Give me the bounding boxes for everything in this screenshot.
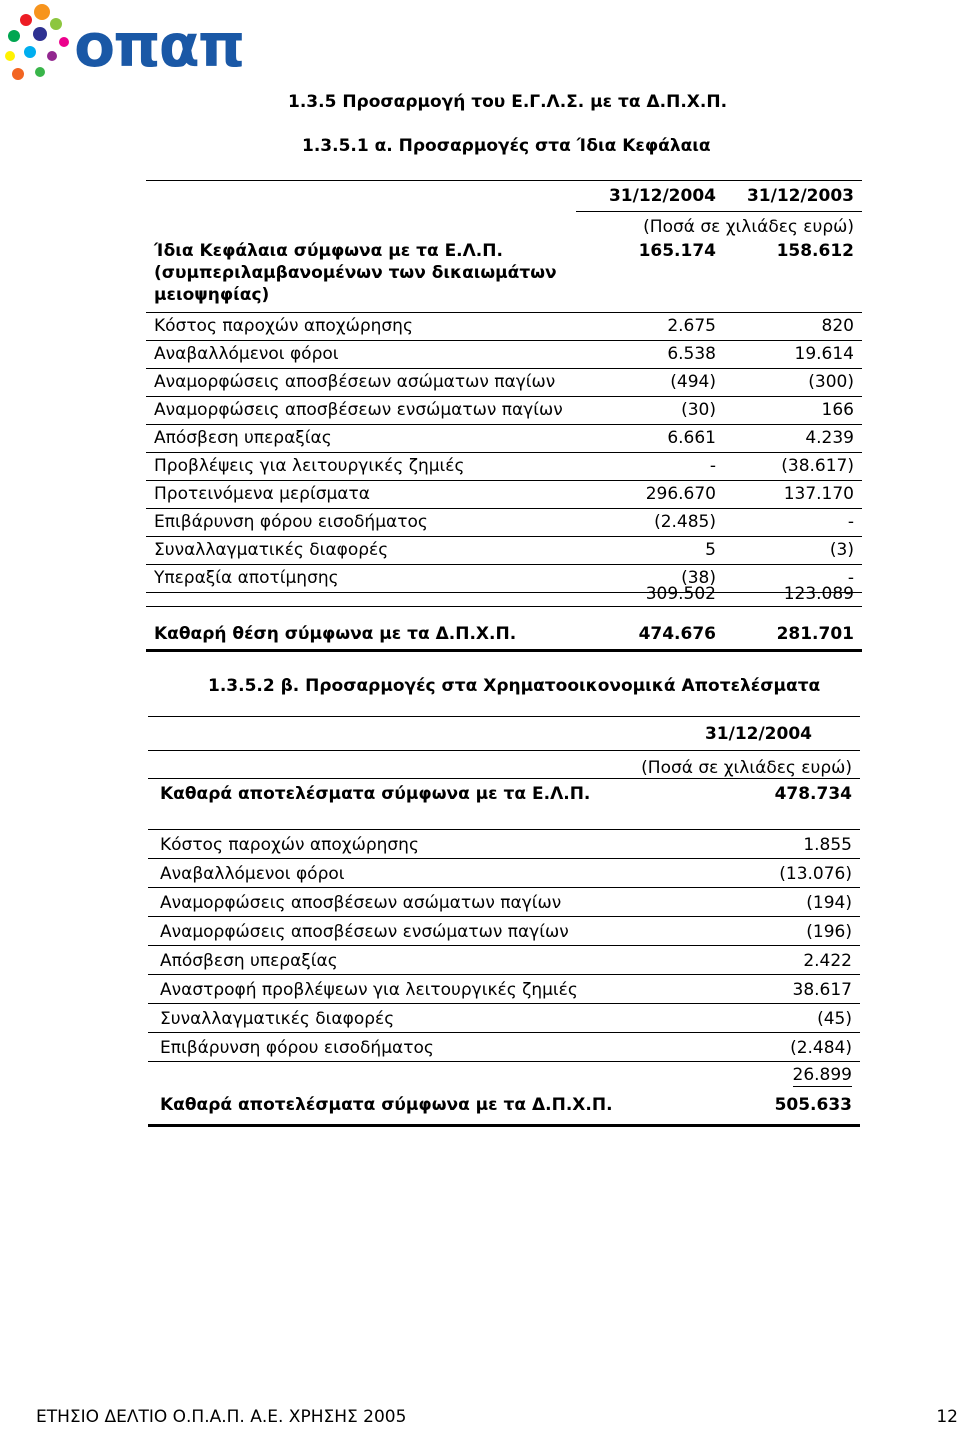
results-subtotal-v: 26.899 — [792, 1065, 852, 1085]
results-total-label: Καθαρά αποτελέσματα σύμφωνα με τα Δ.Π.Χ.Π. — [160, 1095, 613, 1115]
logo-dots-icon — [0, 0, 80, 95]
table-row — [146, 508, 862, 536]
row-label: Κόστος παροχών αποχώρησης — [160, 835, 419, 855]
row-v2: 4.239 — [805, 428, 854, 448]
results-header-row — [148, 720, 860, 748]
results-total-v: 505.633 — [774, 1095, 852, 1115]
row-v1: 5 — [705, 540, 716, 560]
opening-v2: 158.612 — [776, 241, 854, 261]
row-v2: (300) — [808, 372, 854, 392]
table-row — [146, 480, 862, 508]
row-v1: 296.670 — [645, 484, 716, 504]
opening-label-3: μειοψηφίας) — [154, 285, 270, 305]
row-value: (2.484) — [790, 1038, 852, 1058]
subtotal-v2: 123.089 — [783, 584, 854, 604]
row-label: Συναλλαγματικές διαφορές — [160, 1009, 395, 1029]
row-label: Αναστροφή προβλέψεων για λειτουργικές ζημιές — [160, 980, 578, 1000]
opap-logo — [0, 0, 244, 95]
row-v2: - — [847, 568, 854, 588]
results-total-row — [148, 1091, 860, 1119]
opening-label-2: (συμπεριλαμβανομένων των δικαιωμάτων — [154, 263, 557, 283]
row-v1: - — [709, 456, 716, 476]
list-item — [148, 918, 860, 946]
table-row — [146, 396, 862, 424]
subsection-heading-equity: 1.3.5.1 α. Προσαρμογές στα Ίδια Κεφάλαια — [302, 136, 711, 156]
row-v1: (2.485) — [654, 512, 716, 532]
section-heading: 1.3.5 Προσαρμογή του Ε.Γ.Λ.Σ. με τα Δ.Π.Χ.Π. — [288, 92, 728, 112]
page-number: 12 — [936, 1407, 958, 1427]
row-v1: (30) — [681, 400, 716, 420]
row-label: Συναλλαγματικές διαφορές — [154, 540, 389, 560]
opening-equity-row — [146, 240, 862, 320]
row-value: 38.617 — [792, 980, 852, 1000]
row-v2: (3) — [829, 540, 854, 560]
row-value: 1.855 — [803, 835, 852, 855]
logo-text: οπαπ — [74, 11, 244, 81]
row-value: (194) — [806, 893, 852, 913]
row-value: (45) — [817, 1009, 852, 1029]
total-v2: 281.701 — [776, 624, 854, 644]
row-v1: (38) — [681, 568, 716, 588]
list-item — [148, 889, 860, 917]
units-note: (Ποσά σε χιλιάδες ευρώ) — [643, 217, 854, 237]
subsection-heading-results: 1.3.5.2 β. Προσαρμογές στα Χρηματοοικονομικά Αποτελέσματα — [208, 676, 821, 696]
equity-reconciliation-table — [146, 180, 862, 652]
row-label: Αναμορφώσεις αποσβέσεων ασώματων παγίων — [154, 372, 556, 392]
row-v1: 2.675 — [667, 316, 716, 336]
row-label: Προτεινόμενα μερίσματα — [154, 484, 370, 504]
results-opening-v: 478.734 — [774, 784, 852, 804]
results-reconciliation-table — [148, 716, 860, 1130]
results-opening-label: Καθαρά αποτελέσματα σύμφωνα με τα Ε.Λ.Π. — [160, 784, 591, 804]
row-value: 2.422 — [803, 951, 852, 971]
row-label: Αναμορφώσεις αποσβέσεων ασώματων παγίων — [160, 893, 562, 913]
table-row — [146, 312, 862, 340]
table-row — [146, 424, 862, 452]
col-2003-header: 31/12/2003 — [746, 186, 854, 206]
total-v1: 474.676 — [638, 624, 716, 644]
list-item — [148, 831, 860, 859]
list-item — [148, 976, 860, 1004]
row-v2: (38.617) — [781, 456, 854, 476]
list-item — [148, 1005, 860, 1033]
row-v1: 6.661 — [667, 428, 716, 448]
row-v2: 19.614 — [794, 344, 854, 364]
row-v2: 820 — [821, 316, 854, 336]
table-row — [146, 368, 862, 396]
row-label: Αναβαλλόμενοι φόροι — [160, 864, 345, 884]
opening-label-1: Ίδια Κεφάλαια σύμφωνα με τα Ε.Λ.Π. — [154, 241, 503, 261]
row-label: Κόστος παροχών αποχώρησης — [154, 316, 413, 336]
row-label: Προβλέψεις για λειτουργικές ζημιές — [154, 456, 465, 476]
row-label: Απόσβεση υπεραξίας — [154, 428, 332, 448]
row-v1: 6.538 — [667, 344, 716, 364]
opening-v1: 165.174 — [638, 241, 716, 261]
row-v2: 166 — [821, 400, 854, 420]
row-label: Επιβάρυνση φόρου εισοδήματος — [154, 512, 428, 532]
footer-title: ΕΤΗΣΙΟ ΔΕΛΤΙΟ Ο.Π.Α.Π. Α.Ε. ΧΡΗΣΗΣ 2005 — [36, 1407, 407, 1427]
row-label: Υπεραξία αποτίμησης — [154, 568, 339, 588]
row-label: Επιβάρυνση φόρου εισοδήματος — [160, 1038, 434, 1058]
table-row — [146, 536, 862, 564]
row-v2: 137.170 — [783, 484, 854, 504]
subtotal-v1: 309.502 — [645, 584, 716, 604]
results-opening-row — [148, 780, 860, 808]
results-col-2004: 31/12/2004 — [704, 724, 812, 744]
row-value: (13.076) — [779, 864, 852, 884]
row-value: (196) — [806, 922, 852, 942]
row-v1: (494) — [670, 372, 716, 392]
row-label: Αναμορφώσεις αποσβέσεων ενσώματων παγίων — [154, 400, 563, 420]
row-label: Αναβαλλόμενοι φόροι — [154, 344, 339, 364]
results-units-note: (Ποσά σε χιλιάδες ευρώ) — [641, 758, 852, 778]
table-row — [146, 452, 862, 480]
total-label: Καθαρή θέση σύμφωνα με τα Δ.Π.Χ.Π. — [154, 624, 517, 644]
row-label: Αναμορφώσεις αποσβέσεων ενσώματων παγίων — [160, 922, 569, 942]
total-equity-row — [146, 620, 862, 648]
list-item — [148, 947, 860, 975]
row-label: Απόσβεση υπεραξίας — [160, 951, 338, 971]
table-header-row — [146, 182, 862, 210]
list-item — [148, 860, 860, 888]
col-2004-header: 31/12/2004 — [608, 186, 716, 206]
row-v2: - — [847, 512, 854, 532]
table-row — [146, 340, 862, 368]
list-item — [148, 1034, 860, 1062]
